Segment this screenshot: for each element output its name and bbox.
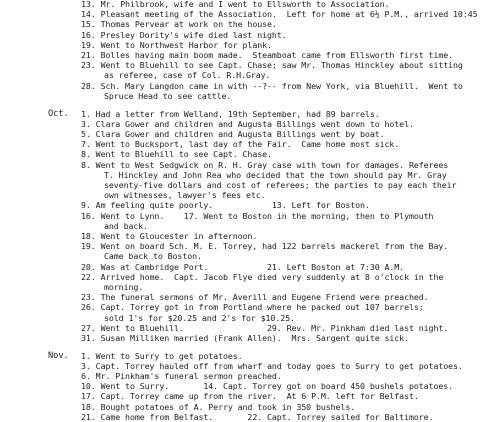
diary-entry-continuation: morning.	[104, 281, 144, 292]
diary-entry: 23. Went to Bluehill to see Capt. Chase; saw Mr. Thomas Hinckley about sitting	[81, 60, 463, 71]
diary-entry-continuation: Came back to Boston.	[104, 251, 202, 262]
diary-entry-continuation: as referee, case of Col. R.H.Gray.	[104, 70, 271, 81]
diary-entry: 13. Mr. Philbrook, wife and I went to Ellsworth to Association.	[81, 0, 390, 9]
diary-entry: 22. Arrived home. Capt. Jacob Flye died very suddenly at 8 o'clock in the	[81, 271, 444, 282]
diary-entry: 21. Bolles having main boom made. Steamboat came from Ellsworth first time.	[81, 50, 454, 60]
diary-entry-continuation: own witnesses, lawyer's fees etc.	[104, 190, 266, 201]
diary-entry: 3. Clara Gower and children and Augusta Billings went down to hotel.	[81, 118, 414, 129]
diary-entry: 18. Bought potatoes of A. Perry and took in 350 bushels.	[81, 401, 356, 412]
diary-entry: 19. Went on board Sch. M. E. Torrey, had 122 barrels mackerel from the Bay.	[81, 241, 449, 252]
diary-entry: 6. Mr. Pinkham's funeral sermon preached.	[81, 371, 282, 381]
diary-entry: 7. Went to Bucksport, last day of the Fair. Came home most sick.	[81, 139, 400, 150]
diary-entry: 15. Thomas Pervear at work on the house.	[81, 19, 277, 30]
diary-entry: 31. Susan Milliken married (Frank Allen). Mrs. Sargent quite sick.	[81, 332, 409, 343]
diary-entry: 9. Am feeling quite poorly. 13. Left for Boston.	[81, 200, 370, 211]
diary-entry: 8. Went to West Sedgwick on R. H. Gray case with town for damages. Referees	[81, 159, 449, 170]
diary-entry: 16. Went to Lynn. 17. Went to Boston in the morning, then to Plymouth	[81, 210, 434, 221]
diary-entry-continuation: sold 1's for $20.25 and 2's for $10.25.	[104, 312, 295, 323]
diary-entry: 26. Capt. Torrey got in from Portland where he packed out 107 barrels;	[81, 302, 424, 313]
diary-entry: 16. Presley Dority's wife died last night.	[81, 29, 287, 40]
diary-entry: 8. Went to Bluehill to see Capt. Chase.	[81, 149, 272, 160]
diary-entry: 17. Capt. Torrey came up from the river. At 6 P.M. left for Belfast.	[81, 391, 419, 402]
diary-entry-continuation: and back.	[104, 220, 149, 231]
diary-entry: 19. Went to Northwest Harbor for plank.	[81, 39, 272, 50]
month-label: Nov.	[48, 350, 69, 361]
diary-entry: 18. Went to Gloucester in afternoon.	[81, 230, 258, 241]
diary-entry: 10. Went to Surry. 14. Capt. Torrey got on board 450 bushels potatoes.	[81, 381, 454, 392]
diary-entry: 23. The funeral sermons of Mr. Averill and Eugene Friend were preached.	[81, 292, 429, 303]
diary-entry: 5. Clara Gower and children and Augusta Billings went by boat.	[81, 128, 385, 139]
diary-entry: 20. Was at Cambridge Port. 21. Left Boston at 7:30 A.M.	[81, 261, 405, 272]
diary-entry: 21. Came home from Belfast. 22. Capt. Torrey sailed for Baltimore.	[81, 411, 434, 422]
diary-entry: 28. Sch. Mary Langdon came in with --?-- from New York, via Bluehill. Went to	[81, 80, 463, 91]
diary-entry: 14. Pleasant meeting of the Association. Left for home at 6½ P.M., arrived 10:45	[81, 9, 478, 20]
diary-entry: 1. Went to Surry to get potatoes.	[81, 350, 243, 361]
diary-entry-continuation: Spruce Head to see cattle.	[104, 90, 232, 101]
diary-entry-continuation: seventy-five dollars and cost of referees; the parties to pay each their	[104, 179, 457, 190]
diary-entry: 3. Capt. Torrey hauled off from wharf and today goes to Surry to get potatoes.	[81, 360, 463, 371]
diary-entry: 27. Went to Bluehill. 29. Rev. Mr. Pinkham died last night.	[81, 322, 449, 333]
diary-entry-continuation: T. Hinckley and John Rea who decided that the town should pay Mr. Gray	[104, 169, 447, 180]
diary-entry: 1. Had a letter from Welland, 19th September, had 89 barrels.	[81, 108, 380, 119]
month-label: Oct.	[48, 108, 69, 119]
